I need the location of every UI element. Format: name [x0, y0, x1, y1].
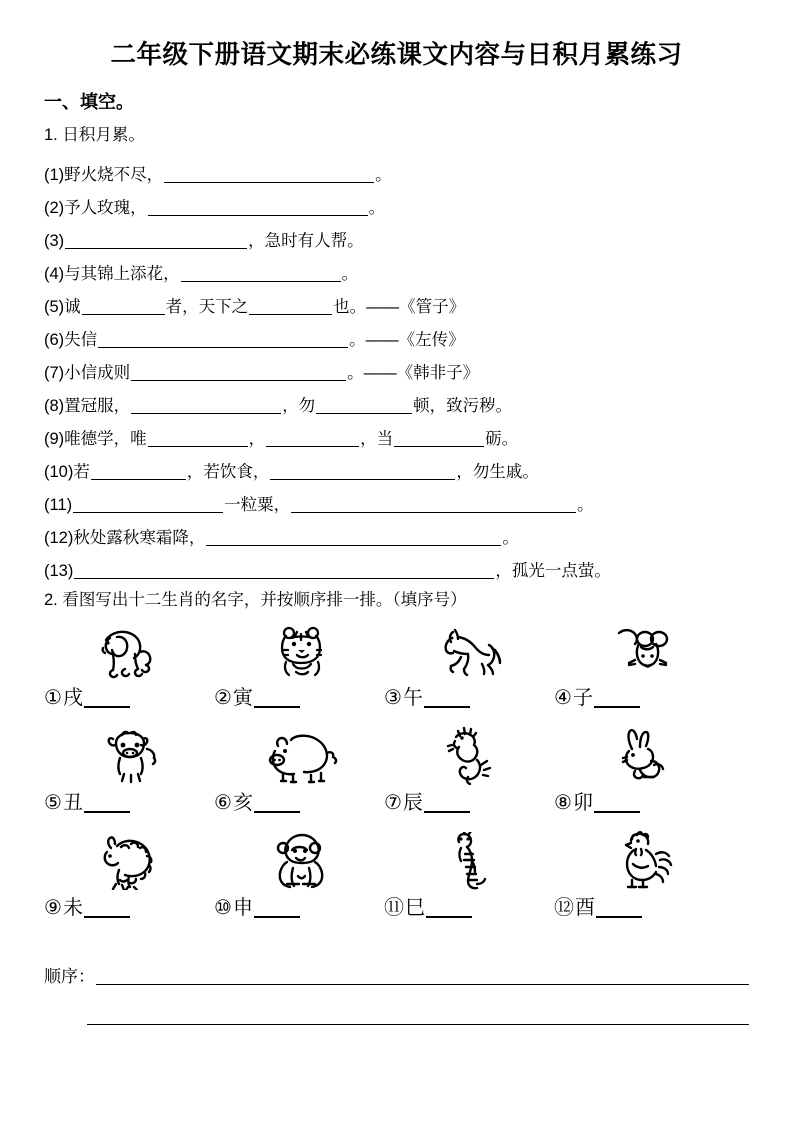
fill-in-text-middle: ， [248, 429, 266, 448]
fill-in-row [44, 150, 749, 183]
snake-icon [384, 828, 554, 890]
fill-in-text-middle: ，勿 [282, 396, 316, 415]
fill-in-text-before: 予人玫瑰， [64, 198, 147, 217]
fill-in-text-after: 。 [368, 198, 386, 217]
fill-in-row [44, 315, 749, 348]
zodiac-cell [554, 723, 724, 828]
fill-in-text-after: 也。——《管子》 [333, 297, 466, 316]
zodiac-stem-character: 子 [572, 686, 593, 709]
fill-in-row [44, 183, 749, 216]
zodiac-index: ⑧ [554, 791, 572, 814]
fill-in-blank[interactable] [316, 398, 412, 414]
fill-in-row [44, 513, 749, 546]
fill-in-text-after: ，孤光一点萤。 [495, 561, 611, 580]
fill-in-row [44, 546, 749, 579]
fill-in-text-after: ，急时有人帮。 [248, 231, 364, 250]
zodiac-cell [44, 618, 214, 723]
question-1-heading: 1. 日积月累。 [44, 125, 145, 144]
zodiac-index: ⑥ [214, 791, 232, 814]
fill-in-row [44, 282, 749, 315]
zodiac-cell [554, 618, 724, 723]
fill-in-number: (9) [44, 429, 65, 448]
zodiac-label [214, 680, 384, 708]
zodiac-label [44, 785, 214, 813]
fill-in-row [44, 414, 749, 447]
fill-in-number: (10) [44, 462, 74, 481]
zodiac-grid [44, 618, 749, 933]
fill-in-text-before: 唯德学，唯 [64, 429, 147, 448]
ox-icon [44, 723, 214, 785]
fill-in-blank[interactable] [206, 530, 501, 546]
zodiac-stem-character: 辰 [402, 791, 423, 814]
fill-in-number: (1) [44, 165, 65, 184]
zodiac-index: ⑫ [554, 896, 574, 919]
rat-icon [554, 618, 724, 680]
zodiac-label [554, 785, 724, 813]
fill-in-blank[interactable] [74, 563, 494, 579]
fill-in-text-before: 与其锦上添花， [64, 264, 180, 283]
fill-in-blank[interactable] [270, 464, 455, 480]
order-label: 顺序： [44, 966, 95, 986]
fill-in-number: (11) [44, 495, 73, 514]
fill-in-blank[interactable] [82, 299, 165, 315]
zodiac-answer-blank[interactable] [84, 899, 130, 918]
zodiac-index: ⑦ [384, 791, 402, 814]
fill-in-blank[interactable] [91, 464, 186, 480]
zodiac-cell [44, 828, 214, 933]
fill-in-number: (5) [44, 297, 65, 316]
fill-in-text-before: 置冠服， [64, 396, 131, 415]
fill-in-blank[interactable] [148, 200, 368, 216]
fill-in-row [44, 480, 749, 513]
fill-in-row [44, 249, 749, 282]
fill-in-text-after: 。 [502, 528, 519, 547]
order-answer-line-1[interactable] [96, 967, 749, 985]
tiger-icon [214, 618, 384, 680]
fill-in-blank[interactable] [249, 299, 332, 315]
horse-icon [384, 618, 554, 680]
zodiac-stem-character: 戌 [62, 686, 83, 709]
zodiac-answer-blank[interactable] [254, 689, 300, 708]
fill-in-text-after: 。 [577, 495, 594, 514]
fill-in-blank[interactable] [98, 332, 348, 348]
zodiac-answer-blank[interactable] [424, 689, 470, 708]
fill-in-row [44, 447, 749, 480]
fill-in-text-after: ，勿生戚。 [456, 462, 539, 481]
monkey-icon [214, 828, 384, 890]
fill-in-row [44, 381, 749, 414]
fill-in-text-before: 野火烧不尽， [64, 165, 164, 184]
fill-in-text-after: 。 [375, 165, 392, 184]
zodiac-stem-character: 亥 [232, 791, 253, 814]
fill-in-blank[interactable] [181, 266, 341, 282]
fill-in-row [44, 216, 749, 249]
fill-in-blank[interactable] [131, 365, 346, 381]
zodiac-stem-character: 申 [232, 896, 253, 919]
fill-in-text-middle: 者，天下之 [165, 297, 249, 316]
fill-in-text-after: ，当 [360, 429, 394, 448]
zodiac-stem-character: 酉 [575, 896, 595, 919]
zodiac-index: ⑨ [44, 896, 62, 919]
zodiac-index: ⑤ [44, 791, 62, 814]
page-title: 二年级下册语文期末必练课文内容与日积月累练习 [110, 41, 683, 69]
fill-in-text-after: 。 [341, 264, 359, 283]
question-2-heading: 2. 看图写出十二生肖的名字，并按顺序排一排。（填序号） [44, 591, 467, 610]
zodiac-answer-blank[interactable] [594, 794, 640, 813]
zodiac-cell [214, 618, 384, 723]
zodiac-cell [554, 828, 724, 933]
zodiac-stem-character: 卯 [572, 791, 593, 814]
zodiac-stem-character: 未 [62, 896, 83, 919]
zodiac-stem-character: 丑 [62, 791, 83, 814]
fill-in-blank[interactable] [131, 398, 281, 414]
zodiac-label [214, 785, 384, 813]
fill-in-blank[interactable] [266, 431, 359, 447]
zodiac-cell [384, 618, 554, 723]
fill-in-number: (4) [44, 264, 65, 283]
zodiac-answer-blank[interactable] [84, 794, 130, 813]
fill-in-text-before: 秋处露秋寒霜降， [73, 528, 206, 547]
goat-icon [44, 828, 214, 890]
fill-in-blank[interactable] [291, 497, 576, 513]
zodiac-index: ② [214, 686, 232, 709]
zodiac-label [384, 680, 554, 708]
fill-in-number: (3) [44, 231, 65, 250]
rooster-icon [554, 828, 724, 890]
zodiac-label [554, 680, 724, 708]
zodiac-stem-character: 寅 [232, 686, 253, 709]
zodiac-label [44, 680, 214, 708]
fill-in-text-middle: ，若饮食， [186, 462, 270, 481]
zodiac-cell [384, 723, 554, 828]
zodiac-row [44, 828, 749, 933]
zodiac-index: ③ [384, 686, 402, 709]
fill-in-blank[interactable] [73, 497, 223, 513]
zodiac-row [44, 723, 749, 828]
zodiac-cell [384, 828, 554, 933]
fill-in-text-before: 失信 [64, 330, 98, 349]
fill-in-text-before: 若 [73, 462, 90, 481]
zodiac-answer-blank[interactable] [596, 899, 642, 918]
zodiac-label [384, 785, 554, 813]
zodiac-answer-blank[interactable] [426, 899, 472, 918]
order-answer-line-2[interactable] [87, 1007, 749, 1025]
zodiac-cell [214, 828, 384, 933]
fill-in-text-middle: 一粒粟， [224, 495, 291, 514]
zodiac-index: ⑩ [214, 896, 232, 919]
fill-in-number: (13) [44, 561, 74, 580]
fill-in-blank[interactable] [164, 167, 374, 183]
zodiac-label [44, 890, 214, 918]
zodiac-answer-blank[interactable] [254, 899, 300, 918]
zodiac-index: ① [44, 686, 62, 709]
fill-in-blank[interactable] [394, 431, 484, 447]
zodiac-stem-character: 午 [402, 686, 423, 709]
pig-icon [214, 723, 384, 785]
fill-in-blank[interactable] [65, 233, 247, 249]
zodiac-answer-blank[interactable] [594, 689, 640, 708]
zodiac-label [384, 890, 554, 918]
fill-in-number: (7) [44, 363, 65, 382]
fill-in-text-after: 。——《左传》 [349, 330, 465, 349]
dragon-icon [384, 723, 554, 785]
fill-in-number: (6) [44, 330, 65, 349]
rabbit-icon [554, 723, 724, 785]
fill-in-text-before: 小信成则 [64, 363, 131, 382]
order-answer-block [44, 959, 749, 1025]
fill-in-number: (12) [44, 528, 74, 547]
zodiac-index: ⑪ [384, 896, 404, 919]
zodiac-label [554, 890, 724, 918]
fill-in-blank[interactable] [148, 431, 248, 447]
fill-in-text-before: 诚 [64, 297, 81, 316]
zodiac-cell [214, 723, 384, 828]
fill-in-row [44, 348, 749, 381]
zodiac-answer-blank[interactable] [84, 689, 130, 708]
fill-in-number: (2) [44, 198, 65, 217]
fill-in-number: (8) [44, 396, 65, 415]
zodiac-label [214, 890, 384, 918]
zodiac-index: ④ [554, 686, 572, 709]
fill-in-text-after: 顿，致污秽。 [413, 396, 513, 415]
zodiac-answer-blank[interactable] [254, 794, 300, 813]
zodiac-stem-character: 巳 [405, 896, 425, 919]
fill-in-text-tail: 砺。 [485, 429, 519, 448]
zodiac-cell [44, 723, 214, 828]
zodiac-row [44, 618, 749, 723]
section-heading-fill-in-blanks: 一、填空。 [44, 91, 134, 112]
dog-icon [44, 618, 214, 680]
fill-in-text-after: 。——《韩非子》 [347, 363, 480, 382]
zodiac-answer-blank[interactable] [424, 794, 470, 813]
fill-in-blank-list [44, 150, 749, 579]
